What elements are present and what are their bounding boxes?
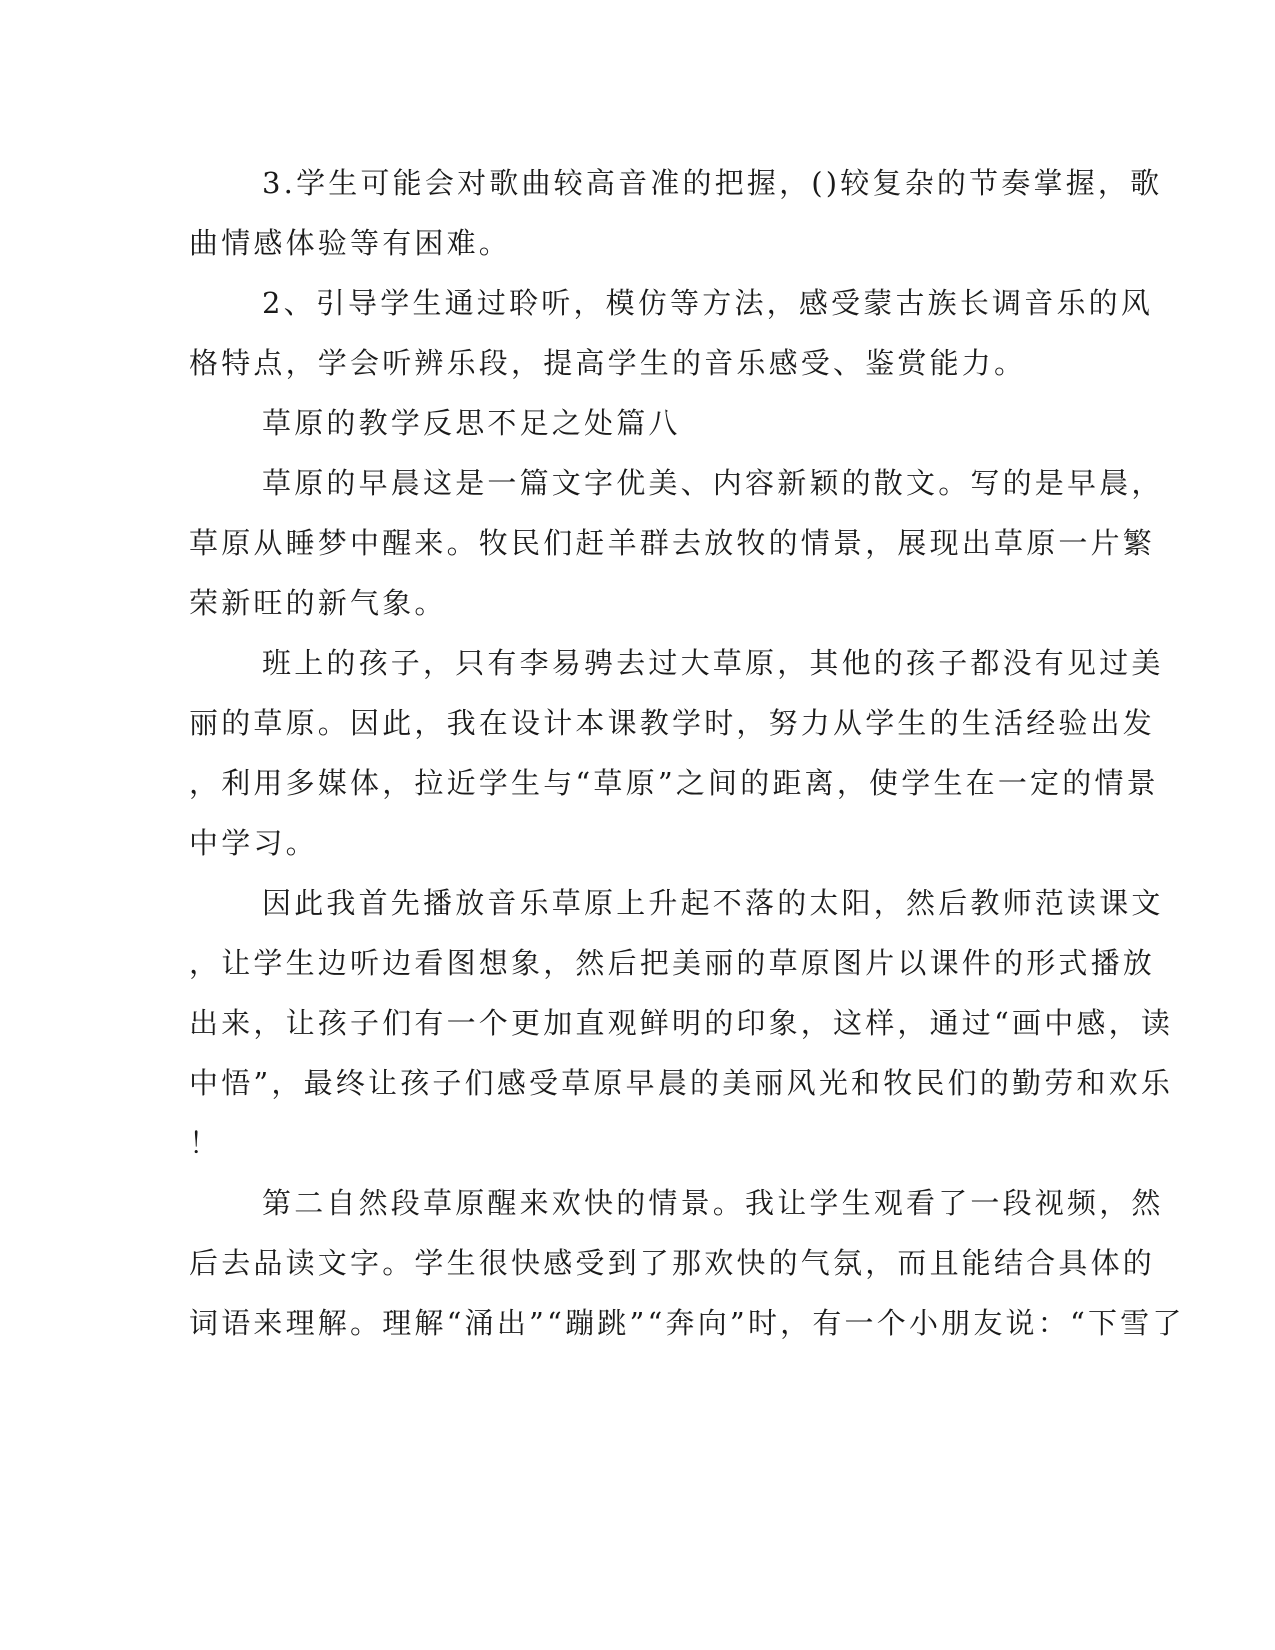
text-line: 后去品读文字。学生很快感受到了那欢快的气氛，而且能结合具体的 [189,1246,1156,1280]
text-line: 格特点，学会听辨乐段，提高学生的音乐感受、鉴赏能力。 [189,346,1027,380]
text-line: 因此我首先播放音乐草原上升起不落的太阳，然后教师范读课文 [262,886,1164,920]
text-line: 2、引导学生通过聆听，模仿等方法，感受蒙古族长调音乐的风 [262,286,1154,320]
text-line: 词语来理解。理解“涌出”“蹦跳”“奔向”时，有一个小朋友说：“下雪了 [189,1306,1185,1340]
text-line: 中学习。 [189,826,318,860]
text-line: 第二自然段草原醒来欢快的情景。我让学生观看了一段视频，然 [262,1186,1164,1220]
text-line: ，利用多媒体，拉近学生与“草原”之间的距离，使学生在一定的情景 [189,766,1159,800]
text-line: ！ [189,1126,222,1160]
text-line: 草原的早晨这是一篇文字优美、内容新颖的散文。写的是早晨， [262,466,1164,500]
text-line: 3.学生可能会对歌曲较高音准的把握，()较复杂的节奏掌握，歌 [262,166,1163,200]
text-line: ，让学生边听边看图想象，然后把美丽的草原图片以课件的形式播放 [189,946,1156,980]
section-heading: 草原的教学反思不足之处篇八 [262,406,681,440]
text-line: 曲情感体验等有困难。 [189,226,512,260]
text-line: 班上的孩子，只有李易骋去过大草原，其他的孩子都没有见过美 [262,646,1164,680]
text-line: 出来，让孩子们有一个更加直观鲜明的印象，这样，通过“画中感，读 [189,1006,1174,1040]
text-line: 中悟”，最终让孩子们感受草原早晨的美丽风光和牧民们的勤劳和欢乐 [189,1066,1174,1100]
text-line: 草原从睡梦中醒来。牧民们赶羊群去放牧的情景，展现出草原一片繁 [189,526,1156,560]
text-line: 丽的草原。因此，我在设计本课教学时，努力从学生的生活经验出发 [189,706,1156,740]
text-line: 荣新旺的新气象。 [189,586,447,620]
